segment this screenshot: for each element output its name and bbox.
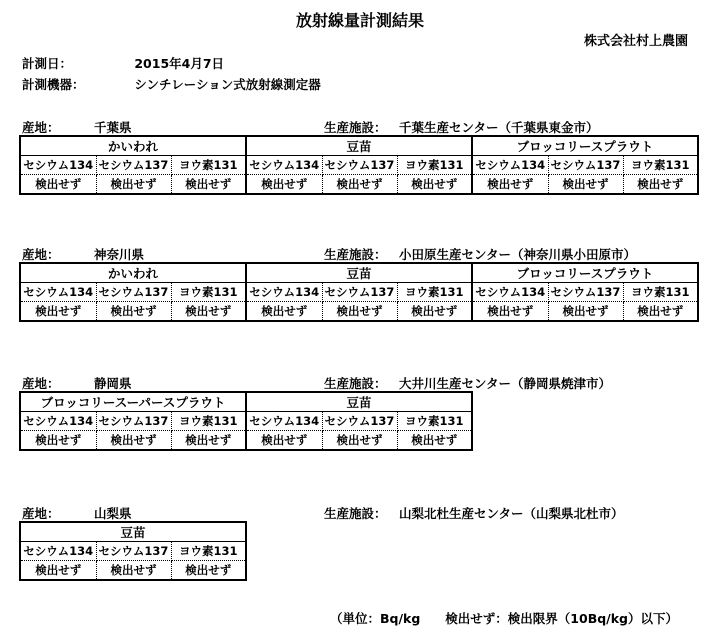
isotope-header: セシウム134 — [472, 156, 548, 175]
result-cell: 検出せず — [548, 302, 623, 322]
isotope-header: セシウム137 — [322, 156, 397, 175]
isotope-header-row — [20, 156, 698, 175]
isotope-header: ヨウ素131 — [623, 156, 698, 175]
result-cell: 検出せず — [96, 175, 171, 195]
isotope-header: セシウム137 — [96, 542, 171, 561]
result-cell: 検出せず — [20, 302, 96, 322]
product-name: 豆苗 — [246, 136, 472, 156]
page-title: 放射線量計測結果 — [295, 11, 424, 30]
section-header — [22, 118, 712, 136]
result-row — [20, 302, 698, 322]
result-cell: 検出せず — [472, 175, 548, 195]
product-name: かいわれ — [20, 136, 246, 156]
isotope-header: セシウム134 — [246, 156, 322, 175]
product-name: かいわれ — [20, 263, 246, 283]
measurement-date-row — [22, 54, 224, 72]
origin-label: 産地： — [22, 506, 60, 521]
result-cell: 検出せず — [20, 175, 96, 195]
result-cell: 検出せず — [623, 302, 698, 322]
section-header — [22, 245, 712, 263]
result-cell: 検出せず — [322, 175, 397, 195]
result-cell: 検出せず — [20, 561, 96, 581]
isotope-header: セシウム134 — [20, 283, 96, 302]
isotope-header: ヨウ素131 — [623, 283, 698, 302]
result-cell: 検出せず — [171, 175, 246, 195]
result-row — [20, 431, 472, 451]
product-name: ブロッコリースーパースプラウト — [20, 392, 246, 412]
product-header-row — [20, 522, 246, 542]
facility — [324, 504, 624, 522]
isotope-header: セシウム134 — [246, 283, 322, 302]
result-cell: 検出せず — [397, 302, 472, 322]
origin-value: 神奈川県 — [94, 247, 145, 262]
result-cell: 検出せず — [397, 175, 472, 195]
product-header-row — [20, 136, 698, 156]
result-cell: 検出せず — [322, 431, 397, 451]
isotope-header: セシウム134 — [472, 283, 548, 302]
result-row — [20, 175, 698, 195]
result-cell: 検出せず — [322, 302, 397, 322]
facility-value: 大井川生産センター（静岡県焼津市） — [399, 376, 612, 391]
facility — [324, 118, 599, 136]
isotope-header: セシウム137 — [548, 283, 623, 302]
result-cell: 検出せず — [96, 302, 171, 322]
product-name: 豆苗 — [246, 263, 472, 283]
origin-value: 静岡県 — [94, 376, 132, 391]
measurement-table — [19, 262, 699, 322]
result-cell: 検出せず — [472, 302, 548, 322]
device-label: 計測機器： — [22, 77, 85, 92]
facility — [324, 374, 611, 392]
origin-value: 山梨県 — [94, 506, 132, 521]
product-header-row — [20, 392, 472, 412]
result-cell: 検出せず — [96, 431, 171, 451]
product-name: ブロッコリースプラウト — [472, 263, 698, 283]
result-cell: 検出せず — [548, 175, 623, 195]
isotope-header-row — [20, 412, 472, 431]
isotope-header: セシウム137 — [322, 412, 397, 431]
result-cell: 検出せず — [171, 561, 246, 581]
isotope-header: セシウム134 — [246, 412, 322, 431]
facility-value: 小田原生産センター（神奈川県小田原市） — [399, 247, 637, 262]
facility-label: 生産施設： — [324, 247, 387, 262]
origin-label: 産地： — [22, 376, 60, 391]
isotope-header: セシウム137 — [548, 156, 623, 175]
facility-label: 生産施設： — [324, 506, 387, 521]
isotope-header: ヨウ素131 — [397, 412, 472, 431]
product-name: 豆苗 — [20, 522, 246, 542]
origin-value: 千葉県 — [94, 120, 132, 135]
result-row — [20, 561, 246, 581]
result-cell: 検出せず — [246, 431, 322, 451]
origin-label: 産地： — [22, 247, 60, 262]
measurement-table — [19, 135, 699, 195]
section-header — [22, 374, 712, 392]
device-value: シンチレーション式放射線測定器 — [134, 77, 321, 92]
isotope-header: ヨウ素131 — [171, 156, 246, 175]
isotope-header: ヨウ素131 — [397, 156, 472, 175]
isotope-header: ヨウ素131 — [397, 283, 472, 302]
facility-label: 生産施設： — [324, 376, 387, 391]
result-cell: 検出せず — [623, 175, 698, 195]
isotope-header: ヨウ素131 — [171, 283, 246, 302]
isotope-header: セシウム137 — [96, 283, 171, 302]
measurement-device-row — [22, 75, 321, 93]
isotope-header: セシウム134 — [20, 542, 96, 561]
measurement-table — [19, 521, 247, 581]
facility — [324, 245, 636, 263]
date-value: 2015年4月7日 — [134, 56, 225, 71]
result-cell: 検出せず — [397, 431, 472, 451]
isotope-header-row — [20, 283, 698, 302]
origin-label: 産地： — [22, 120, 60, 135]
isotope-header: セシウム137 — [96, 156, 171, 175]
result-cell: 検出せず — [246, 175, 322, 195]
isotope-header: セシウム137 — [96, 412, 171, 431]
product-header-row — [20, 263, 698, 283]
isotope-header: セシウム134 — [20, 156, 96, 175]
facility-value: 山梨北杜生産センター（山梨県北杜市） — [399, 506, 624, 521]
result-cell: 検出せず — [20, 431, 96, 451]
isotope-header: セシウム134 — [20, 412, 96, 431]
section-header — [22, 504, 712, 522]
result-cell: 検出せず — [171, 431, 246, 451]
footer-note: （単位：Bq/kg 検出せず：検出限界（10Bq/kg）以下） — [330, 611, 678, 626]
isotope-header: ヨウ素131 — [171, 412, 246, 431]
isotope-header: ヨウ素131 — [171, 542, 246, 561]
isotope-header: セシウム137 — [322, 283, 397, 302]
result-cell: 検出せず — [96, 561, 171, 581]
product-name: 豆苗 — [246, 392, 472, 412]
product-name: ブロッコリースプラウト — [472, 136, 698, 156]
company-name: 株式会社村上農園 — [583, 34, 688, 49]
date-label: 計測日： — [22, 56, 73, 71]
result-cell: 検出せず — [246, 302, 322, 322]
facility-value: 千葉生産センター（千葉県東金市） — [399, 120, 599, 135]
isotope-header-row — [20, 542, 246, 561]
facility-label: 生産施設： — [324, 120, 387, 135]
result-cell: 検出せず — [171, 302, 246, 322]
measurement-table — [19, 391, 473, 451]
